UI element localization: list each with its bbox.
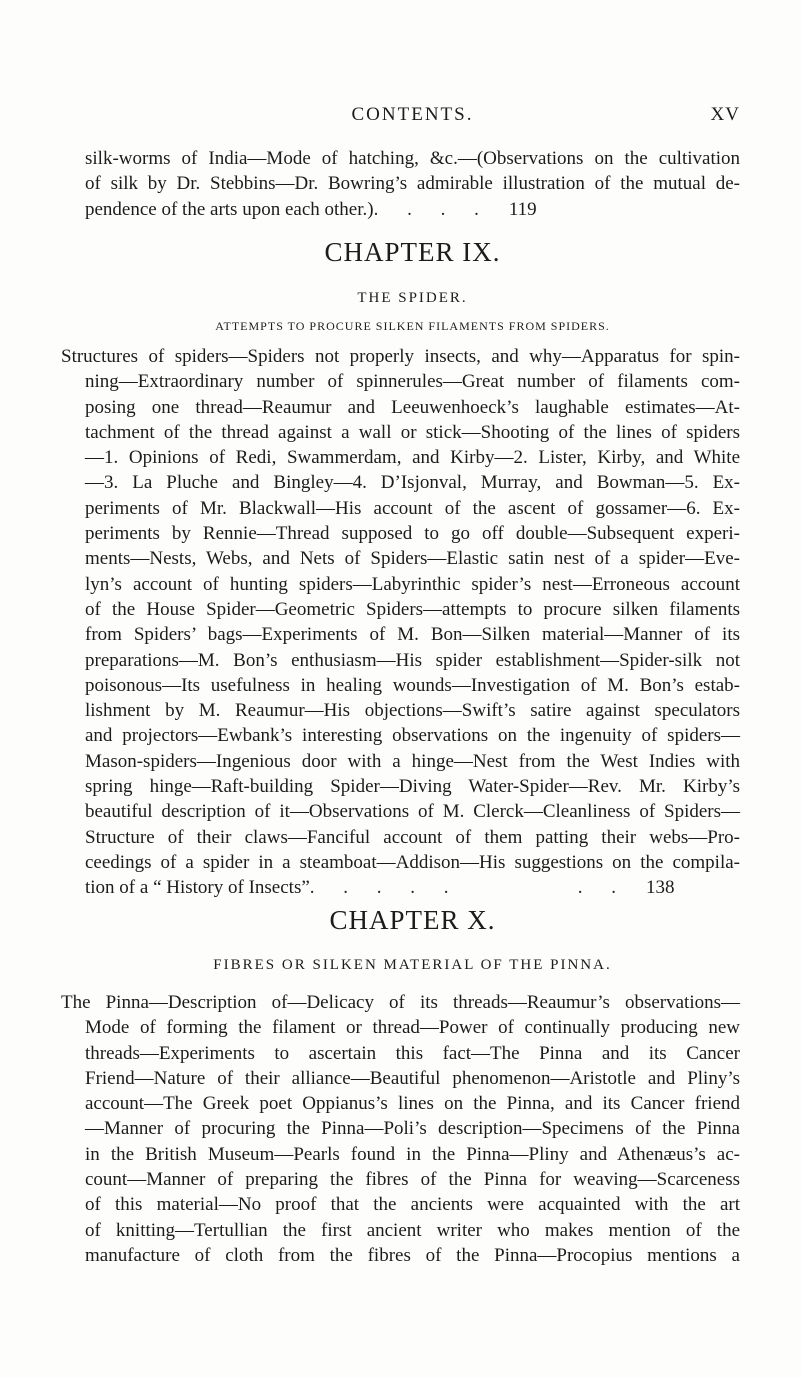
text-line: preparations—M. Bon’s enthusiasm—His spider establishment—Spider-silk not (85, 649, 740, 671)
text-line: Structure of their claws—Fanciful account of them patting their webs—Pro- (85, 826, 740, 848)
text-line: —3. La Pluche and Bingley—4. D’Isjonval, Murray, and Bowman—5. Ex- (85, 472, 740, 494)
running-head (85, 102, 740, 130)
text-line: Friend—Nature of their alliance—Beautiful phenomenon—Aristotle and Pliny’s (85, 1067, 740, 1089)
dot-leaders: . . . . (373, 198, 491, 220)
chapter-x-title: FIBRES OR SILKEN MATERIAL OF THE PINNA. (213, 957, 612, 973)
chapter-x-summary (61, 990, 740, 1268)
chapter-ix-summary (61, 344, 740, 901)
text-line: of this material—No proof that the ancients were acquainted with the art (85, 1194, 740, 1216)
text-line: and projectors—Ewbank’s interesting observations on the ingenuity of spiders— (85, 725, 740, 747)
text-line: —Manner of procuring the Pinna—Poli’s description—Specimens of the Pinna (85, 1118, 740, 1140)
text-line: count—Manner of preparing the fibres of the Pinna for weaving—Scarceness (85, 1169, 740, 1191)
intro-paragraph (85, 146, 740, 222)
toc-entry-text: pendence of the arts upon each other.) (85, 198, 374, 220)
text-line: manufacture of cloth from the fibres of the Pinna—Procopius mentions a (85, 1244, 740, 1266)
chapter-ix-subtitle: ATTEMPTS TO PROCURE SILKEN FILAMENTS FROM SPIDERS. (215, 319, 610, 333)
text-line: of silk by Dr. Stebbins—Dr. Bowring’s admirable illustration of the mutual de- (85, 173, 740, 195)
text-line: Structures of spiders—Spiders not properly insects, and why—Apparatus for spin- (61, 346, 740, 367)
text-line: of knitting—Tertullian the first ancient writer who makes mention of the (85, 1219, 740, 1241)
text-line: from Spiders’ bags—Experiments of M. Bon—Silken material—Manner of its (85, 624, 740, 646)
text-line: periments by Rennie—Thread supposed to go off double—Subsequent experi- (85, 523, 740, 545)
text-line: threads—Experiments to ascertain this fact—The Pinna and its Cancer (85, 1042, 740, 1064)
text-line: in the British Museum—Pearls found in the Pinna—Pliny and Athenæus’s ac- (85, 1143, 740, 1165)
toc-entry-text: tion of a “ History of Insects” (85, 877, 310, 899)
dot-leaders: . . . . . . . (309, 877, 629, 899)
text-line: ceedings of a spider in a steamboat—Addison—His suggestions on the compila- (85, 851, 740, 873)
chapter-ix-heading: CHAPTER IX. (324, 237, 501, 267)
text-line: account—The Greek poet Oppianus’s lines on the Pinna, and its Cancer friend (85, 1093, 740, 1115)
chapter-ix-title: THE SPIDER. (357, 290, 468, 306)
text-line: spring hinge—Raft-building Spider—Diving Water-Spider—Rev. Mr. Kirby’s (85, 776, 740, 798)
text-line: silk-worms of India—Mode of hatching, &c.—(Observations on the cultivation (85, 148, 740, 169)
text-line: —1. Opinions of Redi, Swammerdam, and Kirby—2. Lister, Kirby, and White (85, 447, 740, 469)
toc-page-number: 119 (508, 198, 537, 220)
toc-page-number: 138 (646, 877, 675, 899)
text-line: The Pinna—Description of—Delicacy of its threads—Reaumur’s observations— (61, 992, 740, 1013)
text-line: posing one thread—Reaumur and Leeuwenhoeck’s laughable estimates—At- (85, 396, 740, 418)
text-line: Mason-spiders—Ingenious door with a hinge—Nest from the West Indies with (85, 750, 740, 772)
text-line: lyn’s account of hunting spiders—Labyrinthic spider’s nest—Erroneous account (85, 573, 740, 595)
text-line: lishment by M. Reaumur—His objections—Swift’s satire against speculators (85, 700, 740, 722)
toc-entry-line (85, 197, 740, 222)
running-title: CONTENTS. (351, 104, 474, 125)
text-line: ments—Nests, Webs, and Nets of Spiders—Elastic satin nest of a spider—Eve- (85, 548, 740, 570)
text-line: poisonous—Its usefulness in healing wounds—Investigation of M. Bon’s estab- (85, 674, 740, 696)
toc-entry-line (61, 875, 740, 900)
text-line: of the House Spider—Geometric Spiders—attempts to procure silken filaments (85, 598, 740, 620)
text-line: beautiful description of it—Observations of M. Clerck—Cleanliness of Spiders— (85, 801, 740, 823)
text-line: Mode of forming the filament or thread—Power of continually producing new (85, 1017, 740, 1039)
text-line: ning—Extraordinary number of spinnerules—Great number of filaments com- (85, 371, 740, 393)
text-line: periments of Mr. Blackwall—His account of the ascent of gossamer—6. Ex- (85, 497, 740, 519)
chapter-x-heading: CHAPTER X. (329, 905, 496, 935)
text-line: tachment of the thread against a wall or stick—Shooting of the lines of spiders (85, 421, 740, 443)
page-number: XV (710, 104, 740, 125)
